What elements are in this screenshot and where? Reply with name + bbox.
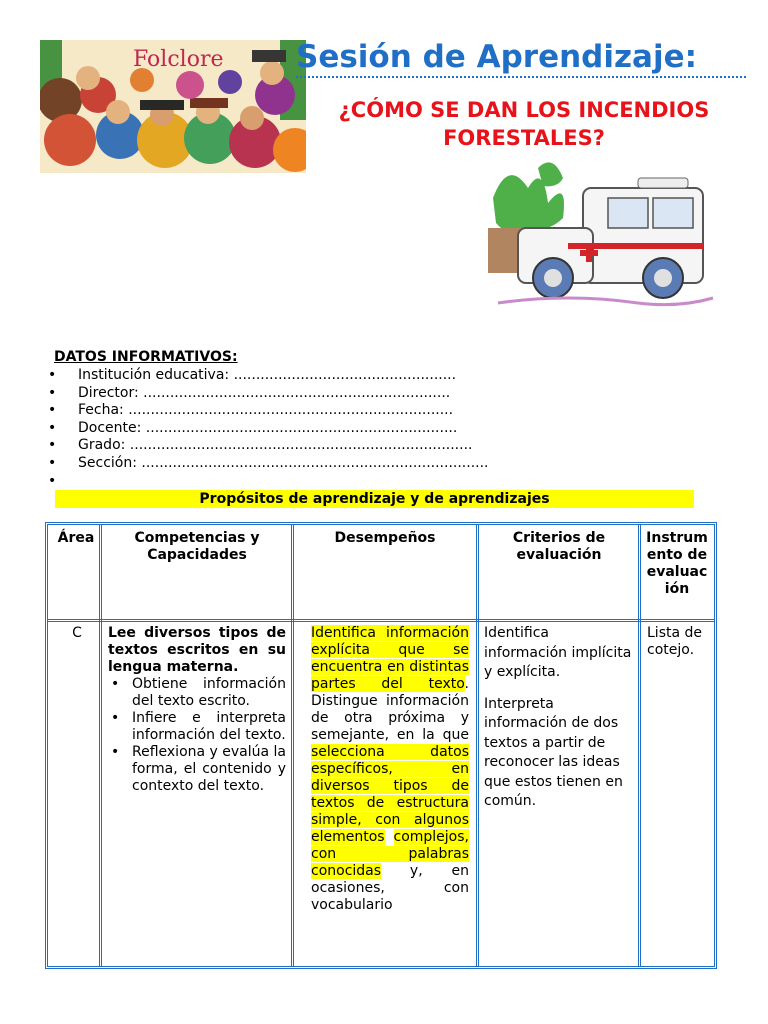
datos-item-institucion: • Institución educativa: .................................................. [48, 367, 489, 385]
header-instrumento: Instrumento de evaluación [646, 530, 708, 597]
desempeno-text: . Distingue información de otra próxima y semejante, en la que [311, 676, 469, 743]
folclore-illustration [40, 40, 306, 173]
datos-list [48, 367, 489, 490]
desempeno-highlight: complejos, con palabras conocidas [311, 829, 469, 879]
capacidad-item: • Infiere e interpreta información del texto. [108, 710, 286, 744]
desempeno-highlight: selecciona datos específicos, en diversos tipos de textos de estructura [311, 744, 469, 811]
cell-criterios [484, 624, 634, 824]
capacidad-item: • Obtiene información del texto escrito. [108, 676, 286, 710]
cell-instrumento: Lista de cotejo. [647, 625, 703, 658]
desempeno-highlight: Identifica información explícita que se encuentra en distintas partes del texto [311, 625, 469, 692]
session-title: Sesión de Aprendizaje: [296, 38, 746, 78]
capacidades-list [108, 676, 286, 795]
datos-item-seccion: • Sección: .............................................................................. [48, 455, 489, 473]
session-question: ¿CÓMO SE DAN LOS INCENDIOS FORESTALES? [338, 98, 710, 150]
ambulance-illustration [488, 158, 716, 312]
cell-competencias [108, 625, 286, 795]
desempeno-text: y, en ocasiones, con vocabulario [311, 863, 469, 913]
header-area: Área [57, 530, 95, 546]
capacidad-item: • Reflexiona y evalúa la forma, el contenido y contexto del texto. [108, 744, 286, 795]
datos-item-director: • Director: ..................................................................... [48, 385, 489, 403]
competencia-title: Lee diversos tipos de textos escritos en su lengua materna. [108, 625, 286, 675]
table-row-divider [48, 619, 714, 622]
header-competencias: Competencias y Capacidades [134, 530, 260, 563]
datos-heading: DATOS INFORMATIVOS: [54, 349, 238, 365]
criterio-item: Identifica información implícita y explícita. [484, 625, 632, 680]
datos-item-empty [48, 473, 489, 491]
header-desempenos: Desempeños [334, 530, 436, 546]
purposes-title: Propósitos de aprendizaje y de aprendizajes [55, 490, 694, 508]
cell-area: C [72, 625, 82, 641]
datos-item-fecha: • Fecha: ......................................................................... [48, 402, 489, 420]
desempeno-gap [385, 829, 394, 845]
table-col-divider [99, 525, 102, 966]
table-col-divider [476, 525, 479, 966]
banner-word: Folclore [133, 47, 224, 72]
table-col-divider [291, 525, 294, 966]
desempeno-highlight: simple, con algunos elementos [311, 812, 469, 845]
datos-item-docente: • Docente: ...................................................................... [48, 420, 489, 438]
criterio-item: Interpreta información de dos textos a partir de reconocer las ideas que estos tienen en común. [484, 695, 623, 809]
header-criterios: Criterios de evaluación [512, 530, 606, 563]
table-col-divider [638, 525, 641, 966]
datos-item-grado: • Grado: ............................................................................. [48, 437, 489, 455]
cell-desempenos [311, 625, 469, 962]
learning-table [45, 522, 717, 969]
